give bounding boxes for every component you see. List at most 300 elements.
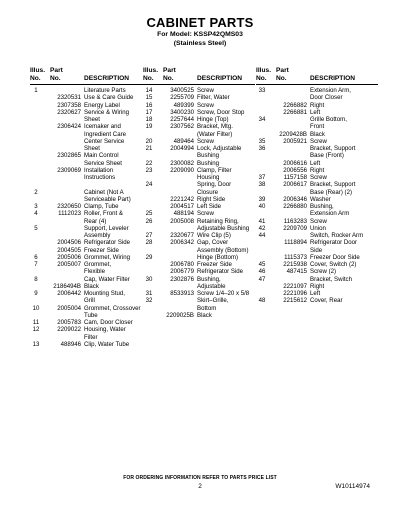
table-row	[30, 131, 145, 138]
part-description: Clamp, Tube	[84, 203, 119, 210]
part-description: Screw	[310, 174, 327, 181]
part-description: Bracket, Support	[310, 181, 356, 189]
illus-number: 32	[145, 297, 153, 305]
part-number: 2307358	[57, 101, 81, 109]
part-description: Adjustable Bushing	[197, 224, 250, 232]
part-description: Gap, Cover	[197, 239, 229, 247]
illus-number: 26	[145, 217, 153, 225]
description-header: DESCRIPTION	[84, 75, 130, 82]
table-row	[30, 160, 145, 167]
table-row	[30, 268, 145, 275]
part-number: 2320677	[170, 232, 194, 239]
part-description: Support, Leveler	[84, 224, 129, 232]
part-number: 3400525	[170, 87, 194, 94]
table-row	[256, 218, 378, 225]
table-row	[30, 225, 145, 232]
part-description: Center Service	[84, 137, 125, 145]
table-row	[143, 181, 255, 188]
part-description: Screw	[197, 210, 214, 218]
illus-number: 6	[34, 253, 38, 261]
table-row	[143, 305, 255, 312]
table-row	[30, 334, 145, 341]
illus-number: 40	[258, 203, 266, 210]
table-row	[143, 254, 255, 261]
part-description: Switch, Rocker Arm	[310, 232, 364, 239]
part-number: 489464	[173, 137, 194, 145]
part-number: 1112023	[58, 210, 81, 218]
part-description: Cover, Switch (2)	[310, 261, 357, 268]
illus-number: 3	[34, 203, 38, 210]
table-row	[256, 290, 378, 297]
table-row	[256, 261, 378, 268]
illus-number: 18	[145, 116, 153, 123]
part-description: Icemaker and	[84, 123, 121, 131]
illus-number: 42	[258, 224, 266, 232]
table-row	[256, 210, 378, 217]
part-description: Base (Front)	[310, 152, 344, 160]
illus-number: 20	[145, 137, 153, 145]
table-row	[30, 305, 145, 312]
part-number: 2221242	[170, 195, 194, 203]
part-description: Installation	[84, 166, 114, 174]
document-id: W10114974	[335, 483, 370, 490]
part-number: 2004506	[57, 239, 81, 247]
table-row	[143, 196, 255, 203]
part-number: 2006346	[283, 195, 307, 203]
part-description: Sheet	[84, 145, 100, 152]
illus-number: 47	[258, 275, 266, 283]
part-number: 2302865	[57, 152, 81, 160]
part-header-line2: No.	[276, 75, 287, 82]
part-number: 2005921	[283, 137, 307, 145]
part-description: Grommet,	[84, 261, 112, 268]
part-description: (Water Filter)	[197, 130, 233, 138]
table-row	[30, 290, 145, 297]
table-row	[30, 297, 145, 304]
part-description: Extension Arm,	[310, 87, 351, 94]
table-row	[256, 138, 378, 145]
illus-number: 44	[258, 232, 266, 239]
table-row	[143, 268, 255, 275]
table-row	[30, 218, 145, 225]
table-row	[256, 160, 378, 167]
illus-number: 19	[145, 123, 153, 131]
table-row	[143, 123, 255, 130]
part-header-line2: No.	[163, 75, 174, 82]
part-number: 2004994	[170, 145, 194, 152]
table-row	[256, 181, 378, 188]
part-number: 2221096	[283, 290, 307, 297]
part-description: Black	[310, 130, 325, 138]
part-description: Screw 1/4–20 x 5/8	[197, 290, 250, 297]
table-row	[143, 189, 255, 196]
part-number: 2215938	[283, 261, 307, 268]
part-number: 2300082	[170, 159, 194, 167]
table-row	[143, 232, 255, 239]
table-row	[30, 94, 145, 101]
part-number: 2006779	[170, 268, 194, 276]
table-row	[30, 123, 145, 130]
table-row	[256, 174, 378, 181]
table-row	[256, 276, 378, 283]
part-number: 2209025B	[166, 311, 194, 319]
illus-number: 1	[34, 87, 38, 94]
part-description: Bushing,	[197, 275, 221, 283]
part-description: Cabinet (Not A	[84, 188, 124, 196]
table-row	[143, 116, 255, 123]
part-description: Screw	[310, 217, 327, 225]
table-row	[30, 276, 145, 283]
table-row	[30, 261, 145, 268]
table-row	[143, 152, 255, 159]
illus-number: 34	[258, 116, 266, 123]
part-description: Union	[310, 224, 326, 232]
illus-number: 17	[145, 108, 153, 116]
part-description: Housing	[197, 174, 220, 181]
table-row	[143, 283, 255, 290]
table-row	[256, 283, 378, 290]
illus-number: 37	[258, 174, 266, 181]
column-header	[30, 67, 145, 85]
illus-number: 35	[258, 137, 266, 145]
illus-number: 23	[145, 166, 153, 174]
part-number: 2255709	[170, 94, 194, 102]
part-description: Bracket, Support	[310, 145, 356, 152]
table-row	[30, 247, 145, 254]
table-row	[256, 225, 378, 232]
part-number: 1118894	[284, 239, 307, 247]
part-description: Right Side	[197, 195, 226, 203]
table-row	[256, 232, 378, 239]
part-description: Filter, Water	[197, 94, 230, 102]
part-number: 488194	[173, 210, 194, 218]
part-description: Bracket, Mtg.	[197, 123, 233, 131]
table-row	[143, 109, 255, 116]
part-description: Rear (4)	[84, 217, 107, 225]
part-description: Tube	[84, 311, 98, 319]
parts-column-2	[143, 67, 255, 319]
part-number: 2006780	[170, 261, 194, 268]
part-number: 2005006	[57, 253, 81, 261]
table-row	[143, 94, 255, 101]
part-description: Wire Clip (5)	[197, 232, 231, 239]
part-description: Adjustable	[197, 282, 226, 290]
model-subtitle	[0, 31, 400, 49]
table-row	[256, 297, 378, 304]
part-number: 2006556	[283, 166, 307, 174]
part-description: Freezer Side	[197, 261, 232, 268]
table-row	[143, 312, 255, 319]
page-title: CABINET PARTS	[146, 15, 254, 30]
table-row	[256, 239, 378, 246]
part-description: Screw (2)	[310, 268, 337, 276]
part-description: Side	[310, 246, 323, 254]
illus-header-line1: Illus.	[256, 67, 272, 74]
table-row	[143, 261, 255, 268]
part-header-line1: Part	[276, 67, 289, 74]
description-header: DESCRIPTION	[197, 75, 243, 82]
part-description: Right	[310, 282, 325, 290]
part-description: Use & Care Guide	[84, 94, 134, 102]
part-number: 2005008	[170, 217, 194, 225]
table-row	[30, 145, 145, 152]
part-description: Hinge (Top)	[197, 116, 229, 123]
part-number: 2004505	[57, 246, 81, 254]
part-description: Mounting Stud,	[84, 290, 125, 297]
illus-number: 29	[145, 253, 153, 261]
illus-header-line1: Illus.	[143, 67, 159, 74]
part-description: Screw	[197, 101, 214, 109]
table-row	[256, 247, 378, 254]
table-row	[30, 167, 145, 174]
part-number: 488946	[60, 340, 81, 348]
illus-number: 14	[145, 87, 153, 94]
part-description: Front	[310, 123, 325, 131]
part-number: 2221097	[283, 282, 307, 290]
part-number: 2006342	[170, 239, 194, 247]
table-row	[256, 145, 378, 152]
part-number: 2266881	[283, 108, 307, 116]
table-row	[30, 174, 145, 181]
table-row	[256, 152, 378, 159]
part-number: 2209428B	[279, 130, 307, 138]
table-row	[256, 94, 378, 101]
table-row	[143, 247, 255, 254]
part-description: Right	[310, 166, 325, 174]
part-number: 2209090	[170, 166, 194, 174]
part-description: Door Closer	[310, 94, 343, 102]
part-description: Refrigerator Door	[310, 239, 358, 247]
finish-line: (Stainless Steel)	[173, 39, 227, 47]
part-number: 2257644	[170, 116, 194, 123]
parts-column-3	[256, 67, 378, 305]
table-row	[143, 297, 255, 304]
table-row	[143, 131, 255, 138]
part-description: Freezer Side	[84, 246, 119, 254]
table-row	[143, 102, 255, 109]
part-number: 1115373	[284, 253, 307, 261]
part-number: 489399	[173, 101, 194, 109]
part-description: Bushing	[197, 152, 220, 160]
part-number: 2006617	[283, 181, 307, 189]
part-description: Base (Rear) (2)	[310, 188, 352, 196]
table-row	[256, 254, 378, 261]
column-header	[143, 67, 255, 85]
part-number: 2005007	[57, 261, 81, 268]
illus-number: 2	[34, 188, 38, 196]
part-description: Bracket, Switch	[310, 275, 352, 283]
part-number: 2006616	[283, 159, 307, 167]
part-description: Ingredient Care	[84, 130, 127, 138]
part-description: Main Control	[84, 152, 119, 160]
part-description: Cover, Rear	[310, 297, 343, 305]
part-header-line2: No.	[50, 75, 61, 82]
part-number: 8533913	[170, 290, 194, 297]
part-description: Refrigerator Side	[84, 239, 131, 247]
illus-number: 33	[258, 87, 266, 94]
illus-number: 22	[145, 159, 153, 167]
part-description: Service Sheet	[84, 159, 122, 167]
part-description: Screw	[197, 87, 214, 94]
part-number: 2215612	[283, 297, 307, 305]
table-row	[143, 203, 255, 210]
part-description: Service & Wiring	[84, 108, 130, 116]
table-row	[143, 290, 255, 297]
part-number: 2266882	[283, 101, 307, 109]
part-number: 2320531	[57, 94, 81, 102]
part-description: Refrigerator Side	[197, 268, 244, 276]
table-row	[30, 116, 145, 123]
table-row	[143, 210, 255, 217]
part-number: 3400230	[170, 108, 194, 116]
part-description: Closure	[197, 188, 218, 196]
table-row	[143, 87, 255, 94]
ordering-note: FOR ORDERING INFORMATION REFER TO PARTS PRICE LIST	[123, 475, 277, 481]
part-description: Retaining Ring,	[197, 217, 239, 225]
table-row	[143, 138, 255, 145]
description-header: DESCRIPTION	[310, 75, 356, 82]
part-description: Screw	[197, 137, 214, 145]
illus-header-line2: No.	[256, 75, 267, 82]
table-row	[256, 268, 378, 275]
model-line: For Model: KSSP42QMS03	[157, 31, 243, 38]
illus-number: 4	[34, 210, 38, 218]
table-row	[143, 160, 255, 167]
table-row	[30, 210, 145, 217]
part-description: Grill	[84, 297, 95, 305]
part-description: Housing, Water	[84, 326, 126, 334]
table-row	[30, 196, 145, 203]
part-description: Left	[310, 290, 321, 297]
table-row	[30, 109, 145, 116]
table-row	[30, 254, 145, 261]
part-description: Black	[197, 311, 212, 319]
part-number: 2320627	[57, 108, 81, 116]
part-description: Grille Bottom,	[310, 116, 347, 123]
illus-number: 12	[32, 326, 40, 334]
illus-number: 13	[32, 340, 40, 348]
part-number: 2004517	[170, 203, 194, 210]
illus-number: 5	[34, 224, 38, 232]
part-description: Screw, Door Stop	[197, 108, 245, 116]
part-header-line1: Part	[163, 67, 176, 74]
illus-number: 38	[258, 181, 266, 189]
part-description: Literature Parts	[84, 87, 126, 94]
part-number: 2306424	[57, 123, 81, 131]
illus-header-line2: No.	[30, 75, 41, 82]
part-number: 1157158	[283, 174, 307, 181]
illus-number: 15	[145, 94, 153, 102]
part-number: 2302876	[170, 275, 194, 283]
part-description: Screw	[310, 137, 327, 145]
table-row	[256, 87, 378, 94]
part-description: Bushing	[197, 159, 220, 167]
table-row	[256, 203, 378, 210]
table-row	[143, 276, 255, 283]
part-number: 1163283	[283, 217, 307, 225]
table-row	[30, 203, 145, 210]
illus-number: 36	[258, 145, 266, 152]
illus-number: 10	[32, 304, 40, 312]
part-number: 2209709	[283, 224, 307, 232]
part-description: Freezer Door Side	[310, 253, 360, 261]
table-row	[30, 189, 145, 196]
part-number: 2320650	[57, 203, 81, 210]
part-number: 2005783	[57, 319, 81, 326]
part-description: Energy Label	[84, 101, 120, 109]
part-description: Grommet, Crossover	[84, 304, 141, 312]
table-row	[143, 225, 255, 232]
illus-number: 45	[258, 261, 266, 268]
illus-number: 11	[32, 319, 40, 326]
part-header-line1: Part	[50, 67, 63, 74]
table-row	[256, 167, 378, 174]
illus-number: 31	[145, 290, 153, 297]
table-row	[256, 196, 378, 203]
table-row	[30, 152, 145, 159]
table-row	[30, 312, 145, 319]
part-description: Assembly (Bottom)	[197, 246, 249, 254]
part-description: Roller, Front &	[84, 210, 123, 218]
table-row	[30, 326, 145, 333]
table-row	[30, 102, 145, 109]
part-description: Clip, Water Tube	[84, 340, 130, 348]
table-row	[30, 232, 145, 239]
part-number: 487415	[286, 268, 307, 276]
illus-number: 41	[258, 217, 266, 225]
illus-number: 24	[145, 181, 153, 189]
table-row	[30, 138, 145, 145]
table-row	[30, 319, 145, 326]
illus-number: 46	[258, 268, 266, 276]
table-row	[256, 102, 378, 109]
part-description: Washer	[310, 195, 331, 203]
illus-number: 39	[258, 195, 266, 203]
part-description: Cap, Water Filter	[84, 275, 130, 283]
part-number: 2309069	[57, 166, 81, 174]
table-row	[256, 116, 378, 123]
table-row	[256, 189, 378, 196]
part-description: Black	[84, 282, 99, 290]
illus-number: 27	[145, 232, 153, 239]
part-description: Grommet, Wiring	[84, 253, 131, 261]
part-number: 2005004	[57, 304, 81, 312]
table-row	[256, 123, 378, 130]
part-description: Left	[310, 108, 321, 116]
table-row	[30, 239, 145, 246]
part-description: Sheet	[84, 116, 100, 123]
part-description: Assembly	[84, 232, 111, 239]
part-description: Extension Arm	[310, 210, 350, 218]
illus-number: 25	[145, 210, 153, 218]
table-row	[30, 87, 145, 94]
part-description: Cam, Door Closer	[84, 319, 133, 326]
part-number: 2186494B	[53, 282, 81, 290]
part-description: Bottom	[197, 304, 217, 312]
table-row	[30, 181, 145, 188]
illus-number: 7	[34, 261, 38, 268]
illus-header-line1: Illus.	[30, 67, 46, 74]
part-description: Instructions	[84, 174, 116, 181]
illus-number: 9	[34, 290, 38, 297]
part-description: Serviceable Part)	[84, 195, 131, 203]
illus-number: 8	[34, 275, 38, 283]
illus-number: 21	[145, 145, 153, 152]
part-description: Spring, Door	[197, 181, 232, 189]
table-row	[30, 283, 145, 290]
part-number: 2266880	[283, 203, 307, 210]
table-row	[30, 341, 145, 348]
